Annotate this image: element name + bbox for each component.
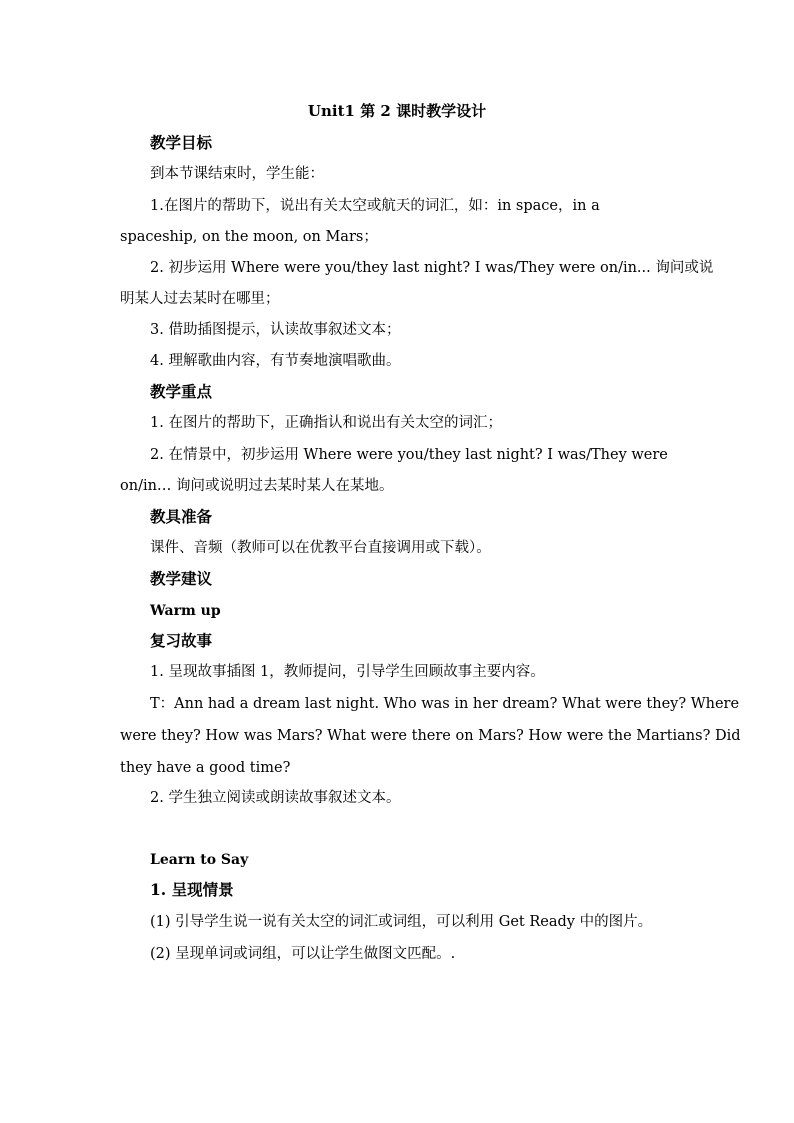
key-point-2-line-1: 2. 在情景中，初步运用 Where were you/they last night? I was/They were: [150, 447, 668, 463]
goal-item-1-line-1: 1.在图片的帮助下，说出有关太空或航天的词汇，如：in space，in a: [150, 198, 600, 214]
goal-item-2-line-2: 明某人过去某时在哪里；: [120, 291, 280, 307]
learn-item-1: (1) 引导学生说一说有关太空的词汇或词组，可以利用 Get Ready 中的图片。: [150, 914, 653, 930]
warm-up-heading: Warm up: [150, 603, 221, 619]
dialog-line-3: they have a good time?: [120, 760, 291, 776]
key-points-heading: 教学重点: [150, 382, 213, 401]
review-step-1: 1. 呈现故事插图 1，教师提问，引导学生回顾故事主要内容。: [150, 664, 545, 680]
learn-item-2: (2) 呈现单词或词组，可以让学生做图文匹配。.: [150, 946, 456, 962]
key-point-2-line-2: on/in… 询问或说明过去某时某人在某地。: [120, 478, 394, 494]
dialog-line-2: were they? How was Mars? What were there on Mars? How were the Martians? Did: [120, 728, 741, 744]
review-story-heading: 复习故事: [150, 631, 213, 650]
present-scene-heading: 1. 呈现情景: [150, 880, 234, 899]
goal-item-1-line-2: spaceship, on the moon, on Mars；: [120, 229, 378, 245]
goal-item-2-line-1: 2. 初步运用 Where were you/they last night? I was/They were on/in... 询问或说: [150, 260, 714, 276]
review-step-2: 2. 学生独立阅读或朗读故事叙述文本。: [150, 790, 401, 806]
suggestions-heading: 教学建议: [150, 569, 213, 588]
learn-to-say-heading: Learn to Say: [150, 852, 249, 868]
goals-heading: 教学目标: [150, 133, 213, 152]
dialog-line-1: T：Ann had a dream last night. Who was in her dream? What were they? Where: [150, 696, 740, 712]
goals-intro: 到本节课结束时，学生能：: [150, 166, 324, 182]
key-point-1: 1. 在图片的帮助下，正确指认和说出有关太空的词汇；: [150, 415, 502, 431]
goal-item-4: 4. 理解歌曲内容，有节奏地演唱歌曲。: [150, 353, 401, 369]
document-title: Unit1 第 2 课时教学设计: [307, 102, 487, 120]
materials-text: 课件、音频（教师可以在优教平台直接调用或下载）。: [150, 540, 491, 556]
goal-item-3: 3. 借助插图提示，认读故事叙述文本；: [150, 322, 401, 338]
materials-heading: 教具准备: [150, 507, 213, 526]
